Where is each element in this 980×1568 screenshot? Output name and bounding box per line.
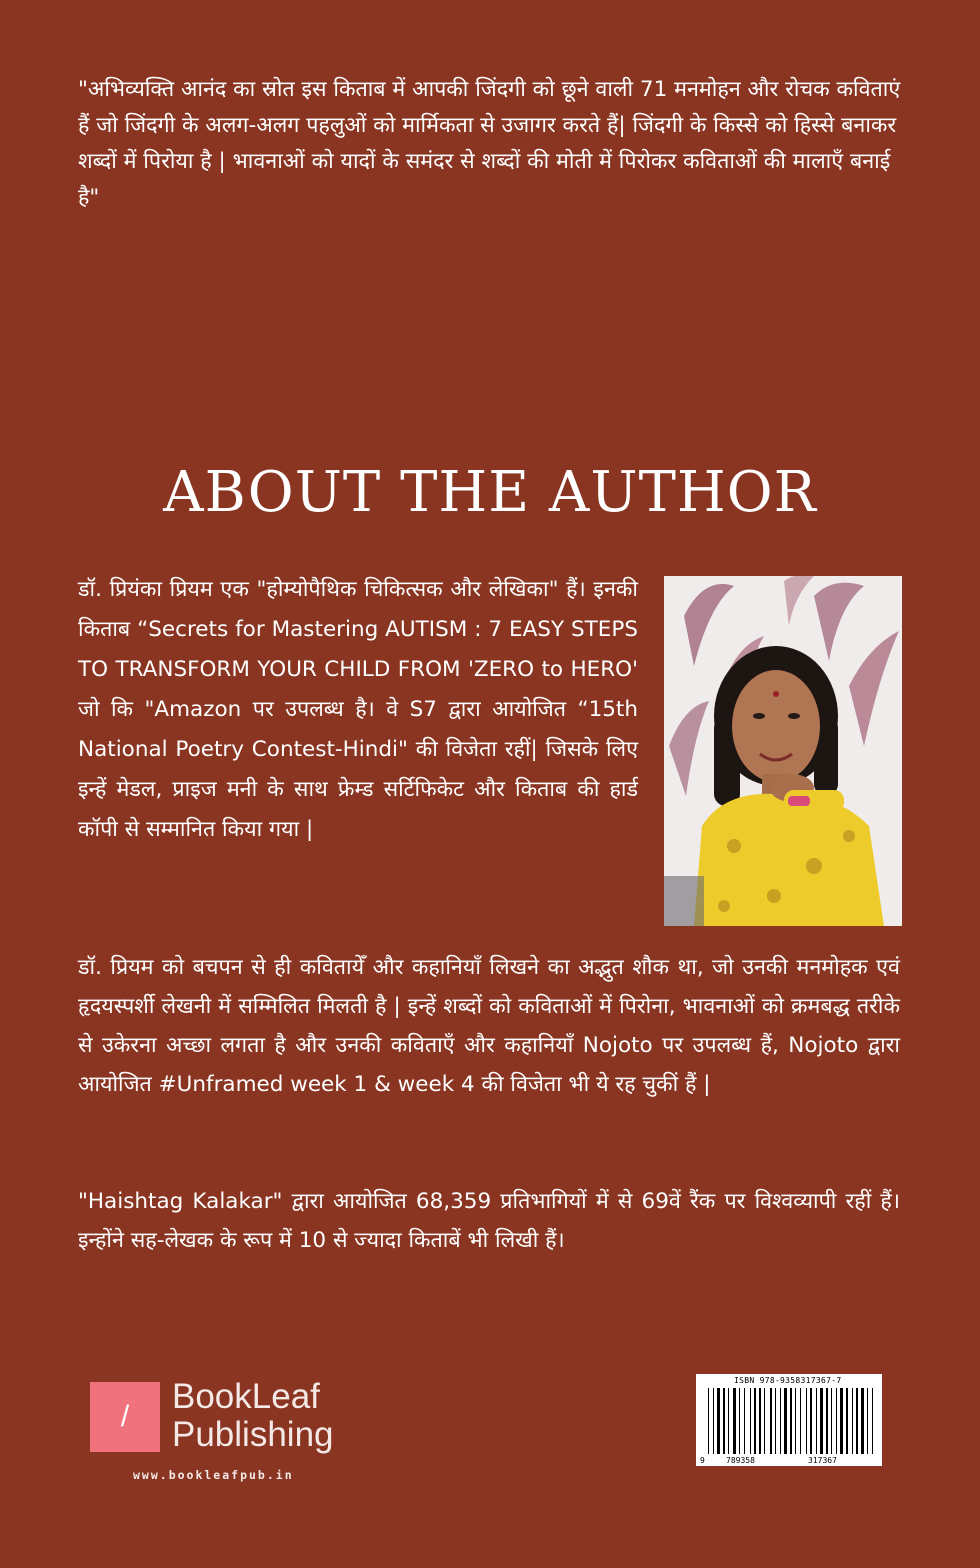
barcode-group-2: 317367 xyxy=(808,1456,837,1465)
author-bio-paragraph-1: डॉ. प्रियंका प्रियम एक "होम्योपैथिक चिकित्सक और लेखिका" हैं। इनकी किताब “Secrets for Mastering AUTISM : 7 EASY STEPS TO TRANSFORM YOUR CHILD FROM 'ZERO to HERO' जो कि "Amazon पर उपलब्ध है। वे S7 द्वारा आयोजित “15th National Poetry Contest-Hindi" की विजेता रहीं| जिसके लिए इन्हें मेडल, प्राइज मनी के साथ फ्रेम्ड सर्टिफिकेट और किताब की हार्ड कॉपी से सम्मानित किया गया | xyxy=(78,577,638,842)
barcode-bar xyxy=(723,1388,725,1454)
barcode-bar xyxy=(806,1388,807,1454)
barcode-bar xyxy=(856,1388,858,1454)
barcode-bar xyxy=(790,1388,792,1454)
barcode-bar xyxy=(816,1388,817,1454)
barcode-bar xyxy=(759,1388,761,1454)
barcode-bar xyxy=(728,1388,729,1454)
barcode-bar xyxy=(739,1388,740,1454)
barcode-bar xyxy=(831,1388,832,1454)
publisher-url: www.bookleafpub.in xyxy=(133,1468,294,1482)
barcode-bar xyxy=(764,1388,765,1454)
barcode-bar xyxy=(733,1388,736,1454)
barcode-bar xyxy=(840,1388,843,1454)
barcode-bar xyxy=(852,1388,853,1454)
barcode-bar xyxy=(872,1388,873,1454)
author-bio-paragraph-3: "Haishtag Kalakar" द्वारा आयोजित 68,359 प्रतिभागियों में से 69वें रैंक पर विश्वव्यापी रहीं हैं। इन्होंने सह-लेखक के रूप में 10 से ज्यादा किताबें भी लिखी हैं। xyxy=(78,1189,900,1253)
barcode-bar xyxy=(744,1388,745,1454)
barcode-bar xyxy=(820,1388,823,1454)
barcode-bar xyxy=(867,1388,868,1454)
barcode-bar xyxy=(770,1388,772,1454)
barcode-bar xyxy=(784,1388,787,1454)
barcode-bar xyxy=(795,1388,796,1454)
barcode-bar xyxy=(861,1388,864,1454)
barcode-bar xyxy=(708,1388,709,1454)
barcode-bar xyxy=(713,1388,714,1454)
barcode-bar xyxy=(717,1388,720,1454)
barcode-group-1: 789358 xyxy=(726,1456,755,1465)
barcode-bar xyxy=(846,1388,848,1454)
publisher-name-line-1: BookLeaf xyxy=(172,1377,320,1416)
barcode-bar xyxy=(775,1388,776,1454)
barcode-bar xyxy=(750,1388,751,1454)
barcode-bar xyxy=(780,1388,781,1454)
book-blurb: "अभिव्यक्ति आनंद का स्रोत इस किताब में आपकी जिंदगी को छूने वाली 71 मनमोहन और रोचक कविताएं हैं जो जिंदगी के अलग-अलग पहलुओं को मार्मिकता से उजागर करते हैं| जिंदगी के किस्से को हिस्से बनाकर शब्दों में पिरोया है | भावनाओं को यादों के समंदर से शब्दों की मोती में पिरोकर कविताओं की मालाएँ बनाई है" xyxy=(78,77,901,210)
publisher-logo-mark xyxy=(90,1382,160,1452)
author-photo xyxy=(664,576,902,926)
author-bio-paragraph-2: डॉ. प्रियम को बचपन से ही कवितायेँ और कहानियाँ लिखने का अद्भुत शौक था, जो उनकी मनमोहक एवं हृदयस्पर्शी लेखनी में सम्मिलित मिलती है | इन्हें शब्दों को कविताओं में पिरोना, भावनाओं को क्रमबद्ध तरीके से उकेरना अच्छा लगता है और उनकी कविताएँ और कहानियाँ Nojoto पर उपलब्ध हैं, Nojoto द्वारा आयोजित #Unframed week 1 & week 4 की विजेता भी ये रह चुकीं हैं | xyxy=(78,955,900,1097)
publisher-name xyxy=(172,1378,334,1454)
isbn-barcode xyxy=(696,1374,882,1466)
publisher-name-line-2: Publishing xyxy=(172,1415,334,1454)
barcode-left-digit: 9 xyxy=(700,1456,705,1465)
barcode-bar xyxy=(826,1388,828,1454)
barcode-bar xyxy=(754,1388,756,1454)
barcode-bar xyxy=(800,1388,801,1454)
isbn-label: ISBN 978-9358317367-7 xyxy=(734,1376,842,1385)
about-author-heading: ABOUT THE AUTHOR xyxy=(163,460,817,525)
barcode-bar xyxy=(810,1388,812,1454)
barcode-bar xyxy=(836,1388,837,1454)
publisher-logo-slash: / xyxy=(120,1400,130,1433)
